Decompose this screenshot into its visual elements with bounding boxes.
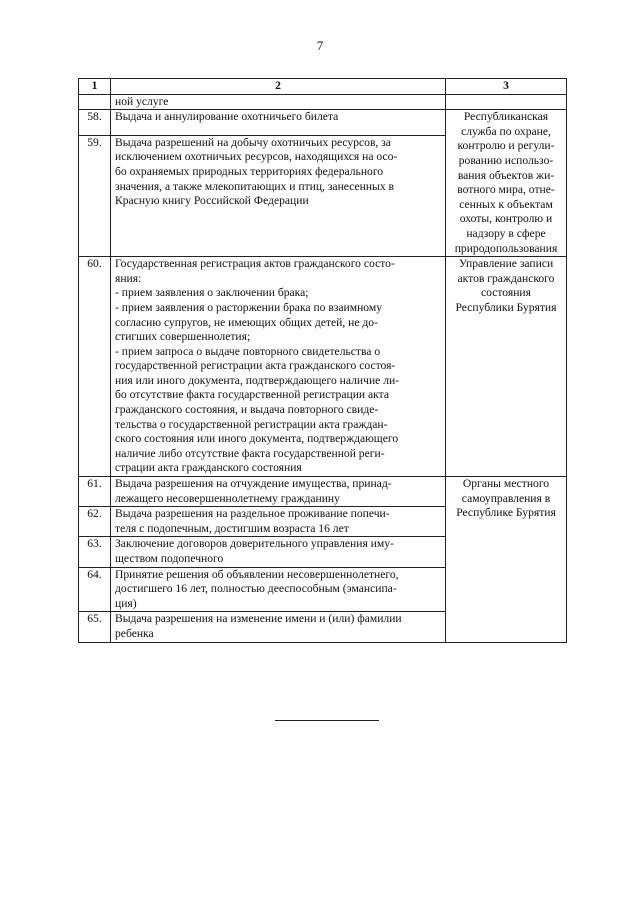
row-number: 65. [79, 612, 111, 642]
text-line: Управление записи [458, 257, 554, 271]
text-line: Государственная регистрация актов гражданского состо- [115, 257, 395, 271]
table-row [79, 477, 567, 507]
continuation-cell [111, 94, 446, 110]
text-line: Республиканская [463, 110, 549, 124]
text-line: охоты, контролю и [459, 212, 553, 226]
text-line: Органы местного [462, 477, 550, 491]
text-line: ского состояния или иного документа, подтверждающего [115, 432, 399, 446]
column-header-number: 1 [79, 79, 111, 95]
row-number: 61. [79, 477, 111, 507]
service-description [111, 612, 446, 642]
text-line: Принятие решения об объявлении несовершеннолетнего, [115, 567, 399, 581]
text-line: согласию супругов, не имеющих общих детей, не до- [115, 315, 378, 329]
text-line: Республике Бурятия [456, 506, 556, 520]
table-header-row [79, 79, 567, 95]
text-line: бо охраняемых природных территориях федерального [115, 164, 384, 178]
page-number: 7 [316, 38, 324, 53]
text-line: Красную книгу Российской Федерации [115, 194, 309, 208]
number-cell [79, 94, 111, 110]
text-line: Выдача разрешения на раздельное проживание попечи- [115, 507, 390, 521]
service-description [111, 110, 446, 136]
text-line: тельства о государственной регистрации акта граждан- [115, 417, 388, 431]
text-line: вания объектов жи- [457, 168, 555, 182]
text-line: ществом подопечного [115, 552, 224, 565]
row-number: 59. [79, 135, 111, 256]
text-line: значения, а также млекопитающих и птиц, занесенных в [115, 179, 395, 193]
table-row [79, 257, 567, 477]
text-line: наличие либо отсутствие факта государственной реги- [115, 446, 385, 460]
row-number: 64. [79, 567, 111, 612]
column-header-service: 2 [111, 79, 446, 95]
text-line: стигших совершеннолетия; [115, 330, 251, 344]
text-line: достигшего 16 лет, полностью дееспособным (эмансипа- [115, 582, 397, 596]
footer-divider [275, 720, 379, 721]
text-line: страции акта гражданского состояния [115, 461, 302, 475]
text-line: государственной регистрации акта гражданского состоя- [115, 359, 396, 373]
table-row [79, 110, 567, 136]
text-line: ция) [115, 596, 137, 610]
text-line: Выдача разрешений на добычу охотничьих ресурсов, за [115, 135, 391, 149]
row-number: 60. [79, 257, 111, 477]
organization-civil-registry [446, 257, 567, 477]
organization-local-government [446, 477, 567, 643]
text-line: надзору в сфере [466, 226, 546, 240]
text-line: бо отсутствие факта государственной регистрации акта [115, 388, 389, 402]
text-line: - прием заявления о заключении брака; [115, 286, 309, 300]
text-line: ной услуге [115, 94, 169, 108]
organization-wildlife-service [446, 110, 567, 257]
text-line: контролю и регули- [457, 139, 555, 153]
text-line: теля с подопечным, достигшим возраста 16 лет [115, 521, 349, 535]
text-line: лежащего несовершеннолетнему гражданину [115, 491, 340, 505]
text-line: Выдача и аннулирование охотничьего билета [115, 110, 339, 124]
service-description [111, 567, 446, 612]
text-line: Республики Бурятия [455, 300, 557, 314]
text-line: служба по охране, [461, 124, 551, 138]
service-description [111, 257, 446, 477]
text-line: ребенка [115, 626, 154, 640]
service-description [111, 507, 446, 537]
text-line: Заключение договоров доверительного управления иму- [115, 537, 394, 551]
row-number: 58. [79, 110, 111, 136]
text-line: состояния [481, 286, 531, 300]
table-row-continuation [79, 94, 567, 110]
text-line: ния или иного документа, подтверждающего наличие ли- [115, 373, 400, 387]
row-number: 62. [79, 507, 111, 537]
text-line: - прием запроса о выдаче повторного свидетельства о [115, 344, 381, 358]
row-number: 63. [79, 537, 111, 567]
services-table [78, 78, 567, 643]
text-line: яния: [115, 271, 142, 285]
service-description [111, 135, 446, 256]
text-line: гражданского состояния, и выдача повторного свиде- [115, 403, 379, 417]
text-line: актов гражданского [457, 271, 555, 285]
column-header-organization: 3 [446, 79, 567, 95]
service-description [111, 477, 446, 507]
text-line: - прием заявления о расторжении брака по взаимному [115, 300, 383, 314]
organization-cell [446, 94, 567, 110]
text-line: Выдача разрешения на отчуждение имущества, принад- [115, 477, 392, 491]
service-description [111, 537, 446, 567]
text-line: исключением охотничьих ресурсов, находящихся на осо- [115, 150, 398, 164]
text-line: рованию использо- [458, 153, 554, 167]
text-line: самоуправления в [461, 491, 551, 505]
text-line: Выдача разрешения на изменение имени и (или) фамилии [115, 612, 402, 626]
text-line: вотного мира, отне- [457, 183, 555, 197]
text-line: сенных к объектам [459, 197, 553, 211]
text-line: природопользования [454, 241, 558, 255]
